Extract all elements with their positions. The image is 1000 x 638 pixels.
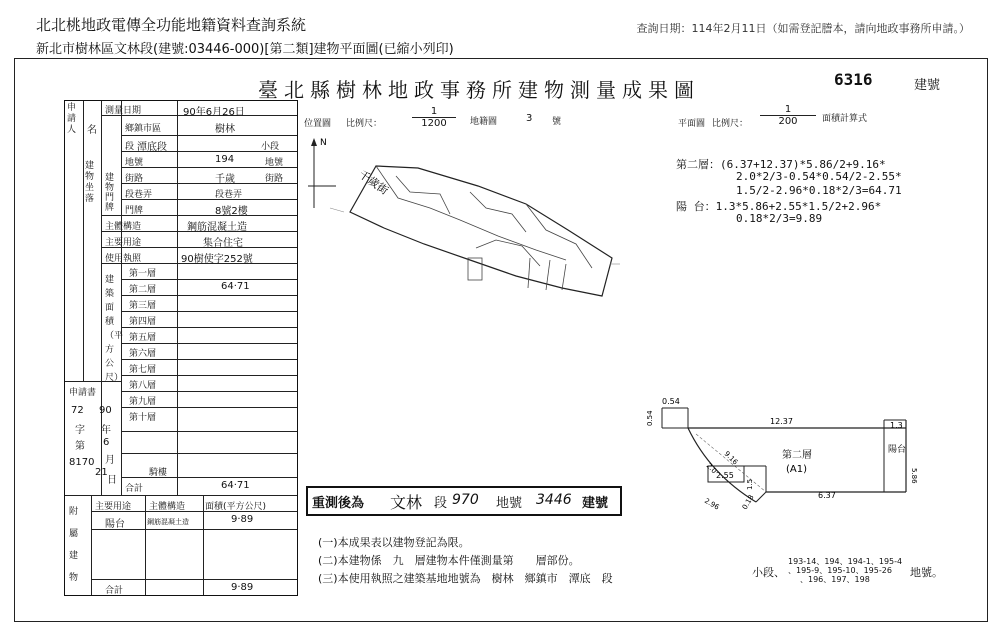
name-label: 名 [87,125,97,136]
stamp-section-name: 文林 [390,493,423,512]
site-scale-numerator: 1 [412,106,456,118]
attached-header-use: 主要用途 [95,502,132,512]
app-value-2: 字 [75,425,85,436]
site-scale-denominator: 1200 [421,118,447,129]
stamp-text-3: 地號 [496,496,523,511]
use-label: 主要用途 [105,238,142,248]
floor-10: 第十層 [129,413,157,423]
land-no-label: 地號 [125,158,144,168]
floor-plan-scale-label: 比例尺： [712,119,749,129]
calc-line-1: 第二層：(6.37+12.37)*5.86/2+9.16* [676,158,886,171]
land-word-label: 地號。 [910,566,943,579]
floor-1: 第一層 [129,269,157,279]
app-value-9: 日 [107,475,117,486]
room-label: 第二層 [782,450,812,461]
floor-plan-drawing [640,394,930,514]
survey-date: 90年6月26日 [183,107,245,118]
attached-label: 附屬建物 [69,507,79,583]
balcony-label: 陽台 [888,445,907,455]
site-plan-scale-label: 比例尺： [346,119,383,129]
section-label: 段 [125,142,135,152]
subsection-label: 小段 [261,142,280,152]
floor-5: 第五層 [129,333,157,343]
township: 樹林 [215,124,235,135]
lots-line-2: 、195-9、195-10、195-26 [788,566,892,575]
dim-arc-b: 2.0 [704,461,719,476]
application-label: 申請書 [69,388,97,398]
app-value-4: 第 [75,441,85,452]
room-sub-label: (A1) [786,464,808,475]
main-use: 集合住宅 [203,238,243,249]
query-date: 查詢日期：114年2月11日（如需登記謄本，請向地政事務所申請。） [636,22,970,35]
note-3: (三)本使用執照之建築基地地號為 樹林 鄉鎮市 潭底 段 [318,572,613,585]
attached-header-structure: 主體構造 [149,502,186,512]
total-area: 64·71 [221,480,250,491]
attached-total: 9·89 [231,582,254,593]
stamp-section-no: 970 [452,492,479,508]
dim-height: 5.86 [910,468,918,484]
total-label: 合計 [125,484,144,494]
calc-line-3: 1.5/2-2.96*0.18*2/3=64.71 [736,184,902,197]
alley-label: 段巷弄 [125,190,153,200]
applicant-label: 申請人 [67,103,77,135]
floor-7: 第七層 [129,365,157,375]
floor-scale-numerator: 1 [760,104,816,116]
app-value-6: 8170 [69,457,95,468]
floor-3: 第三層 [129,301,157,311]
document-number: 6316 [834,70,873,89]
system-title: 北北桃地政電傳全功能地籍資料查詢系統 [36,16,307,34]
document-line: 新北市樹林區文林段(建號:03446-000)[第二類]建物平面圖(已縮小列印) [36,42,454,57]
document-number-suffix: 建號 [914,78,941,93]
lots-line-1: 193-14、194、194-1、195-4 [788,557,903,566]
app-value-7: 月 [105,455,115,466]
street-label: 街路 [125,174,144,184]
app-value-3: 年 [101,425,111,436]
number-label: 門牌 [125,206,144,216]
stamp-text-1: 重測後為 [312,496,365,511]
note-2: (二)本建物係 九 層建物本件僅測量第 層部份。 [318,554,580,567]
app-value-8: 21 [95,467,108,478]
lots-line-3: 、196、197、198 [800,575,870,584]
license-label: 使用執照 [105,254,142,264]
attached-total-label: 合計 [105,586,124,596]
use-license: 90樹使字252號 [181,254,253,265]
dim-arc-d: 0.18 [740,493,756,511]
floor-4: 第四層 [129,317,157,327]
app-value-5: 6 [103,437,110,448]
survey-date-label: 測量日期 [105,106,142,116]
dim-inner: 2.55 [716,471,734,480]
alley: 段巷弄 [215,190,243,200]
floor-8: 第八層 [129,381,157,391]
dim-top-small: 0.54 [662,397,680,406]
floor-2-area: 64·71 [221,281,250,292]
cadastral-map-label: 地籍圖 [470,117,498,127]
structure-label: 主體構造 [105,222,142,232]
dim-arc-c: 2.96 [703,496,721,512]
dim-left-small: 0.54 [646,410,654,426]
floor-9: 第九層 [129,397,157,407]
dim-balcony-width: 1.3 [890,421,903,430]
area-label: 建築面積（平方公尺） [105,275,124,383]
arcade-label: 騎樓 [149,468,168,478]
sheet-title: 臺北縣樹林地政事務所建物測量成果圖 [258,78,700,102]
floor-plan-label: 平面圖 [678,119,706,129]
land-no: 194 [215,154,235,165]
attached-use: 陽台 [105,519,125,530]
site-plan-label: 位置圖 [304,119,332,129]
stamp-text-4: 建號 [582,496,609,511]
calc-line-4: 陽 台：1.3*5.86+2.55*1.5/2+2.96* [676,200,882,213]
floor-6: 第六層 [129,349,157,359]
building-info-table [64,100,298,596]
location-label: 建物坐落 [85,161,95,204]
floor-2: 第二層 [129,285,157,295]
site-plan-drawing [300,128,630,328]
dim-inner-height: 1.5 [746,478,754,490]
stamp-text-2: 段 [434,496,448,511]
attached-structure: 鋼筋混凝土造 [147,518,189,526]
dim-top: 12.37 [770,417,793,426]
doorplate-label: 建物門牌 [105,173,115,213]
dim-arc-a: 9.16 [722,449,740,467]
resurvey-stamp [306,486,622,516]
small-section-label: 小段、 [752,566,785,579]
stamp-land-no: 3446 [536,492,572,508]
cadastral-map-suffix: 號 [552,117,562,127]
note-1: (一)本成果表以建物登記為限。 [318,536,470,549]
app-value-1: 90 [99,405,112,416]
structure: 鋼筋混凝土造 [187,222,247,233]
doorplate-number: 8號2樓 [215,206,248,217]
calc-line-2: 2.0*2/3-0.54*0.54/2-2.55* [736,170,902,183]
land-no-suffix: 地號 [265,158,284,168]
dim-bottom: 6.37 [818,491,836,500]
app-value-0: 72 [71,405,84,416]
north-marker: N [320,138,327,148]
attached-header-area: 面積(平方公尺) [205,502,267,512]
cadastral-map-no: 3 [526,113,533,124]
calc-line-5: 0.18*2/3=9.89 [736,212,823,225]
floor-scale-denominator: 200 [778,116,798,127]
street-suffix: 街路 [265,174,284,184]
township-label: 鄉鎮市區 [125,124,162,134]
street-name: 千歲街 [356,167,391,198]
section: 潭底段 [137,142,167,153]
area-formula-label: 面積計算式 [822,114,868,124]
attached-area: 9·89 [231,514,254,525]
street: 千歲 [215,174,235,185]
